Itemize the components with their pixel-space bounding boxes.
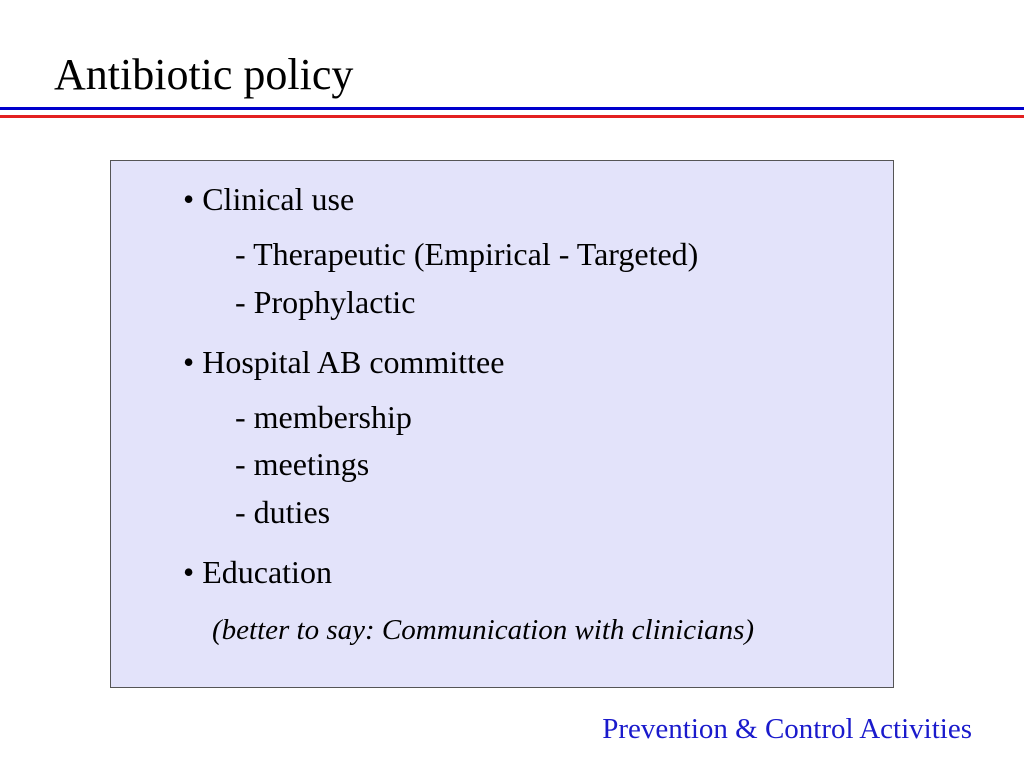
slide-title: Antibiotic policy <box>54 50 354 99</box>
title-rule-blue <box>0 107 1024 110</box>
content-box <box>110 160 894 688</box>
sub-item-therapeutic: - Therapeutic (Empirical - Targeted) <box>235 236 699 272</box>
bullet-clinical-use: • Clinical use <box>183 181 355 217</box>
sub-item-prophylactic: - Prophylactic <box>235 284 416 320</box>
sub-item-duties: - duties <box>235 494 331 530</box>
slide-footer: Prevention & Control Activities <box>602 713 972 745</box>
sub-item-membership: - membership <box>235 399 412 435</box>
sub-item-meetings: - meetings <box>235 446 370 482</box>
title-rule-red <box>0 115 1024 118</box>
bullet-education: • Education <box>183 554 332 590</box>
bullet-hospital-ab-committee: • Hospital AB committee <box>183 344 505 380</box>
education-note: (better to say: Communication with clinicians) <box>212 614 755 646</box>
